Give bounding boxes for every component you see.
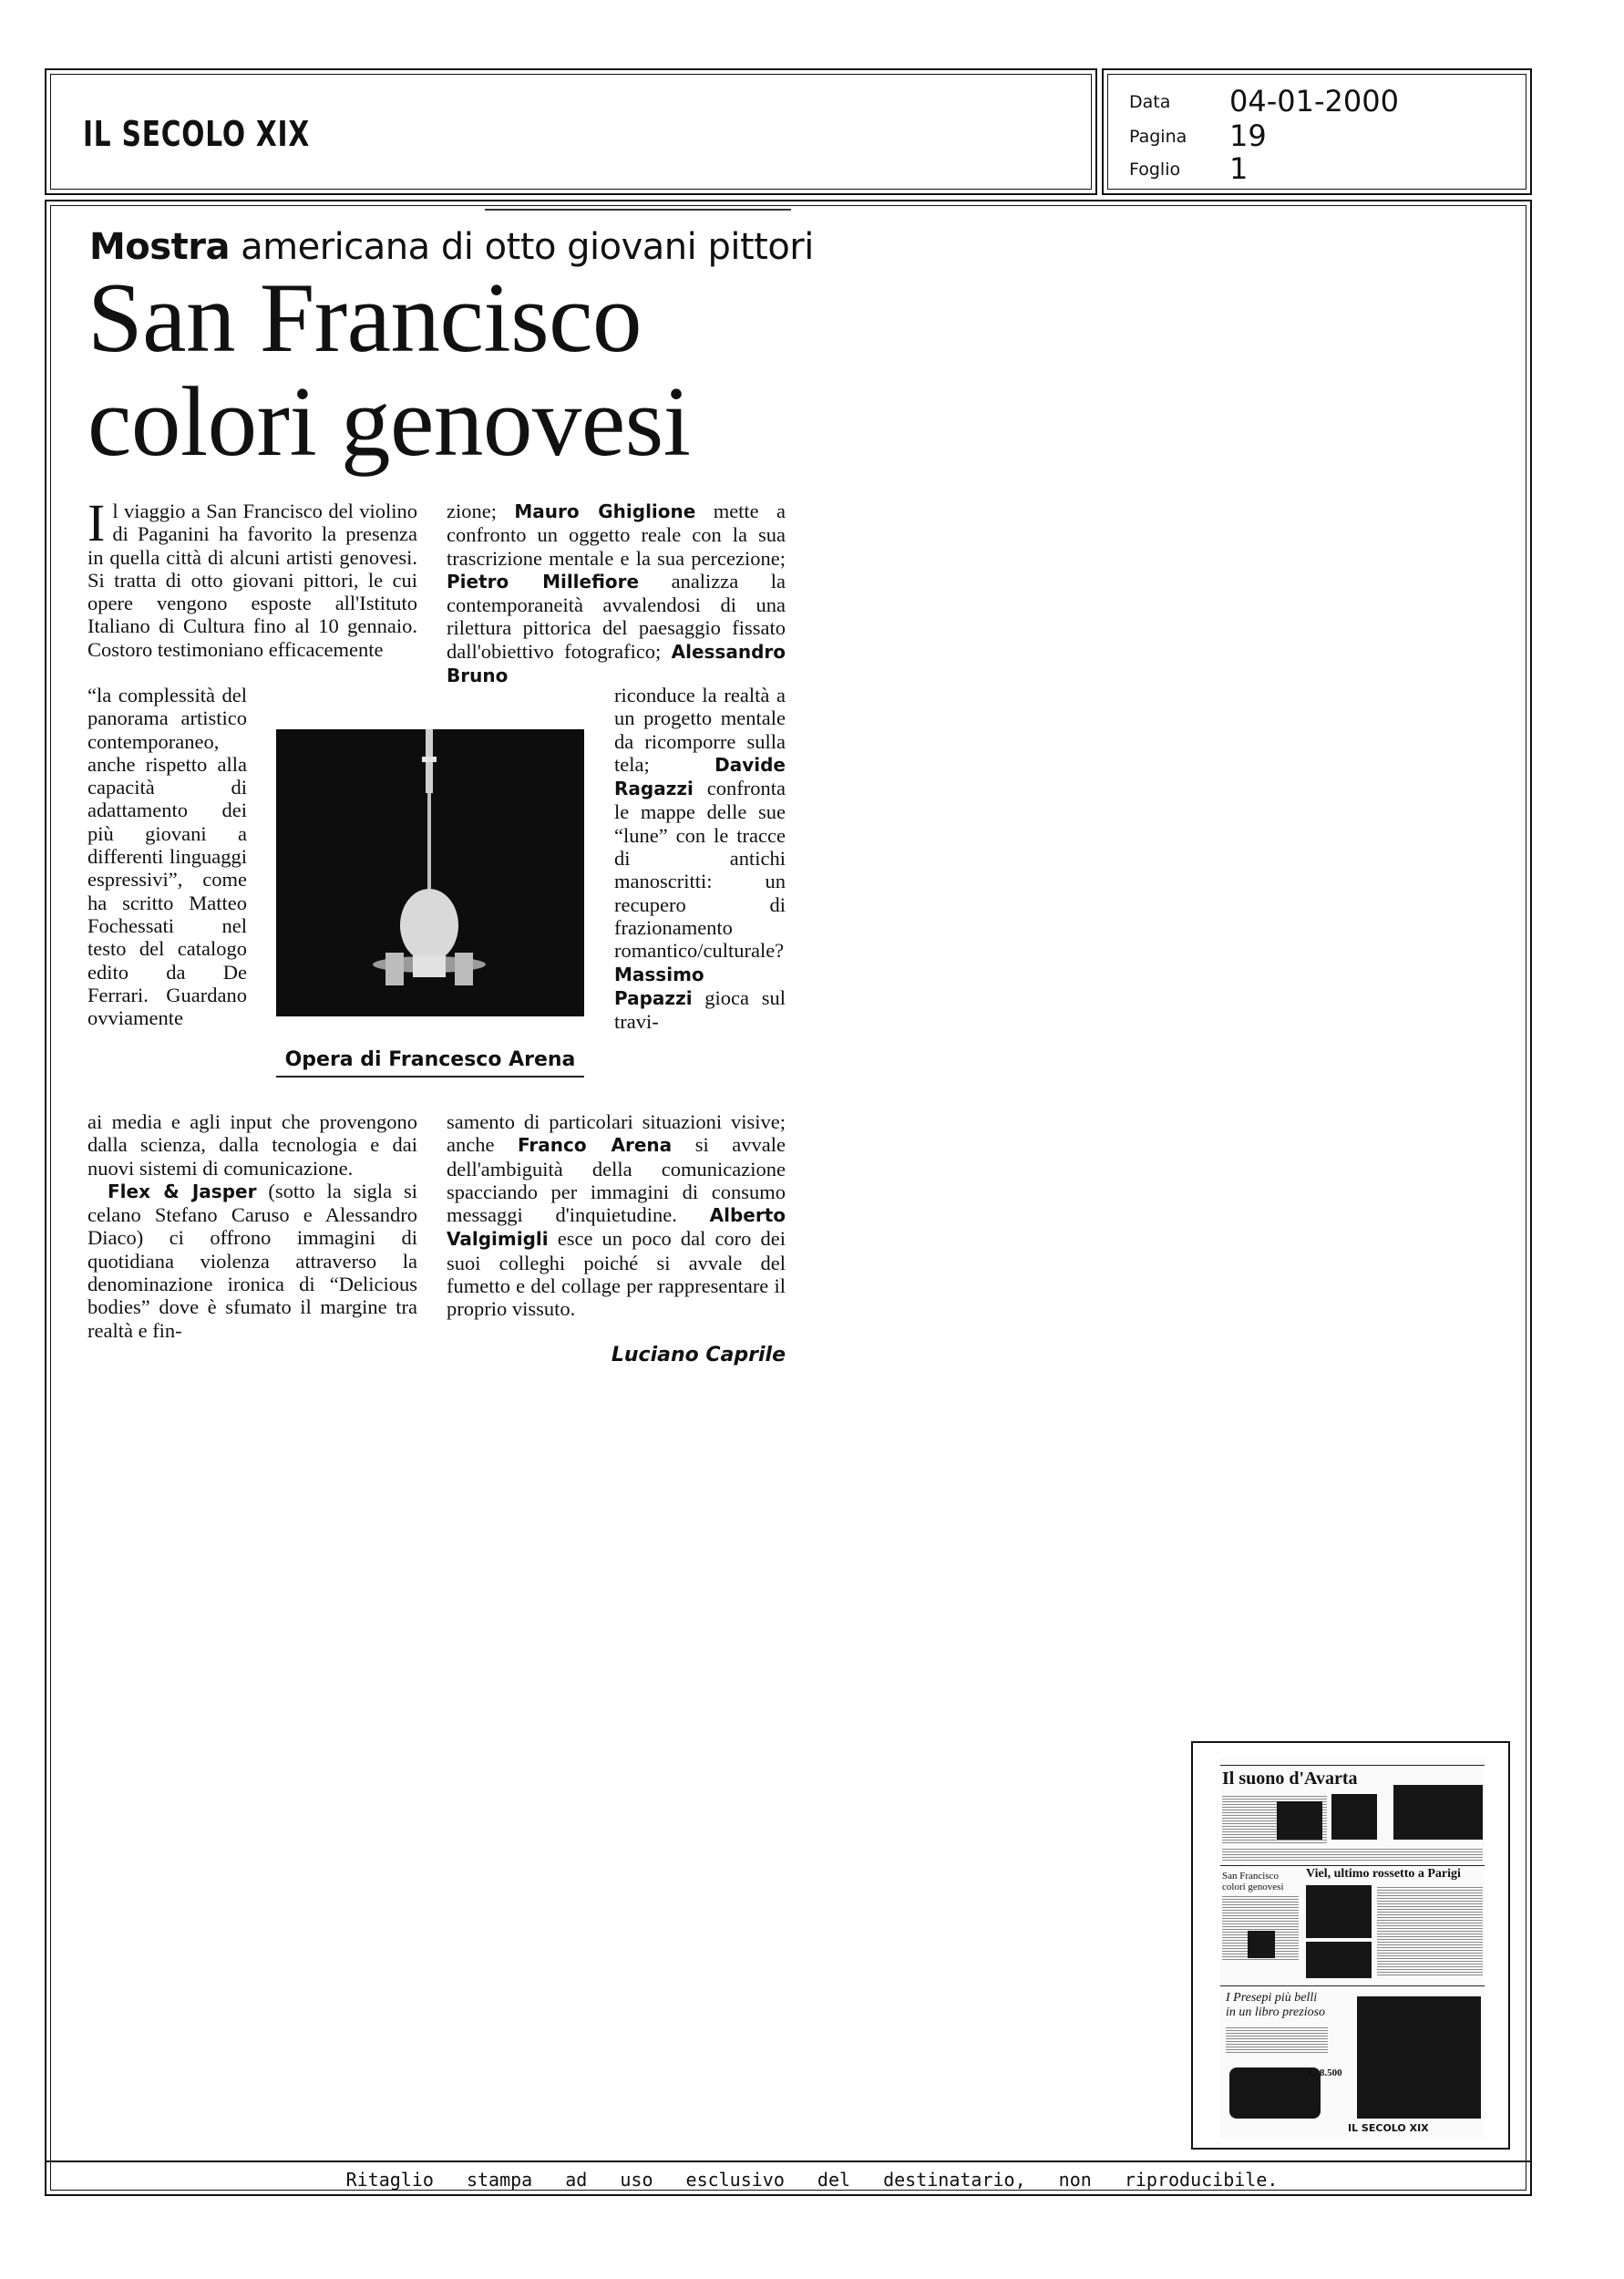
footer-notice: Ritaglio stampa ad uso esclusivo del destinatario, non riproducibile. [345,2169,1279,2191]
meta-label: Foglio [1129,160,1181,180]
meta-value: 04-01-2000 [1229,84,1399,119]
thumbnail-photo [1357,1996,1481,2119]
caption-rule [276,1076,584,1078]
column-text: analizza la contemporaneità avvalendosi di una rilettura pittorica del paesaggio fissato dall'obiettivo fotografico; [447,569,786,663]
thumbnail-text-block [1377,1885,1483,1976]
header-meta-box [1102,68,1532,195]
artist-name: Alberto Valgimigli [447,1204,786,1251]
kicker-bold: Mostra [89,226,230,268]
artwork-photo-illustration [276,729,584,1016]
thumbnail-photo [1331,1794,1377,1840]
article-byline: Luciano Caprile [611,1344,786,1366]
thumbnail-headline-2: Viel, ultimo rossetto a Parigi [1306,1867,1461,1881]
headline-line-2: colori genovesi [87,366,691,477]
column-text: samento di particolari situazioni visive; anche [447,1110,786,1157]
column-text: ai media e agli input che provengono dalla scienza, dalla tecnologia e dai nuovi sistemi di comunicazione. [87,1110,417,1180]
header-masthead-box [45,68,1097,195]
artist-name: Flex & Jasper [108,1180,257,1202]
column-text: confronta le mappe delle sue “lune” con le tracce di antichi manoscritti: un recupero di frazionamento romantico/culturale? [614,777,786,963]
article-column-2-narrow [614,684,786,1033]
page-thumbnail [1191,1741,1510,2150]
thumbnail-masthead: IL SECOLO XIX [1348,2122,1429,2134]
thumbnail-headline-1: Il suono d'Avarta [1222,1769,1358,1789]
artist-name: Alessandro Bruno [447,640,786,687]
thumbnail-photo [1306,1942,1372,1978]
thumbnail-photo [1229,2068,1321,2119]
artist-name: Davide Ragazzi [614,753,786,800]
column-text: gioca sul travi- [614,985,786,1034]
article-column-1-top [87,493,417,661]
article-column-2-top [447,500,786,687]
column-text: esce un poco dal coro dei suoi colleghi poiché si avvale del fumetto e del collage per rappresentare il proprio vissuto. [447,1227,786,1321]
thumbnail-text-block [1226,2026,1328,2053]
thumbnail-rule [1220,1765,1485,1766]
kicker-text: americana di otto giovani pittori [229,226,814,268]
headline-line-1: San Francisco [87,263,642,373]
column-text: “la complessità del panorama artistico contemporaneo, anche rispetto alla capacità di adattamento dei più giovani a differenti linguaggi espressivi”, come ha scritto Matteo Fochessati nel testo del catalogo edito da De Ferrari. Guardano ovviamente [87,684,247,1030]
artist-name: Mauro Ghiglione [514,500,696,522]
artwork-photo [276,729,584,1016]
column-text: l viaggio a San Francisco del violino di Paganini ha favorito la presenza in quella città di alcuni artisti genovesi. Si tratta di otto giovani pittori, le cui opere vengono esposte all'Istituto Italiano di Cultura fino al 10 gennaio. Costoro testimoniano efficacemente [87,500,417,661]
photo-caption: Opera di Francesco Arena [284,1048,576,1071]
thumbnail-photo [1248,1931,1275,1958]
article-column-1-narrow [87,684,247,1029]
thumbnail-photo [1393,1785,1483,1840]
thumbnail-headline-3: San Francisco colori genovesi [1222,1871,1284,1892]
meta-label: Data [1129,92,1171,112]
artist-name: Massimo Papazzi [614,963,704,1009]
article-column-2-bottom [447,1110,786,1321]
thumbnail-headline-4: I Presepi più belli in un libro prezioso [1226,1991,1326,2019]
article-column-1-bottom [87,1110,417,1342]
article-top-rule [485,209,791,211]
thumbnail-rule [1220,1865,1485,1866]
drop-cap: I [87,493,106,552]
artist-name: Pietro Millefiore [447,570,640,593]
artist-name: Franco Arena [518,1134,673,1157]
thumbnail-page [1220,1758,1485,2139]
thumbnail-price: L. 8.500 [1308,2068,1342,2078]
column-text: zione; [447,500,515,522]
masthead-logo: IL SECOLO XIX [83,114,311,154]
meta-value: 19 [1229,119,1267,153]
column-text: mette a confronto un oggetto reale con la sua trascrizione mentale e la sua percezione; [447,500,786,570]
article-headline [87,263,691,477]
thumbnail-rule [1220,1985,1485,1986]
column-text: si avvale dell'ambiguità della comunicazione spacciando per immagini di consumo messaggi d'inquietudine. [447,1133,786,1227]
meta-label: Pagina [1129,127,1187,147]
meta-value: 1 [1229,151,1249,186]
footer-rule [45,2160,1532,2162]
thumbnail-text-block [1222,1847,1483,1861]
column-text: (sotto la sigla si celano Stefano Caruso e Alessandro Diaco) ci offrono immagini di quotidiana violenza attraverso la denominazione ironica di “Delicious bodies” dove è sfumato il margine tra realtà e fin- [87,1179,418,1342]
thumbnail-photo [1306,1885,1372,1938]
thumbnail-photo [1277,1801,1322,1840]
column-text: riconduce la realtà a un progetto mentale da ricomporre sulla tela; [614,684,786,776]
